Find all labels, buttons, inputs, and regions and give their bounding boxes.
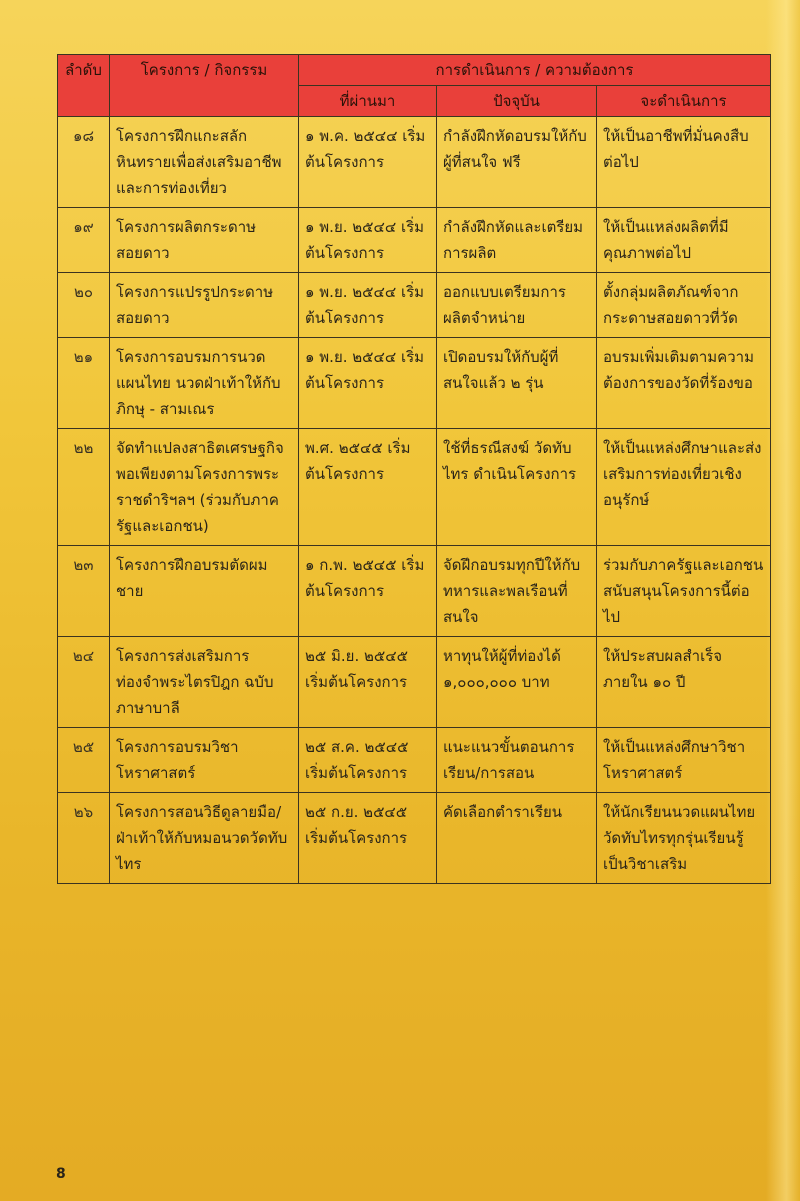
present-status: หาทุนให้ผู้ที่ท่องได้ ๑,๐๐๐,๐๐๐ บาท (437, 637, 597, 728)
past-status: พ.ศ. ๒๕๔๕ เริ่มต้นโครงการ (299, 429, 437, 546)
row-number: ๑๘ (58, 117, 110, 208)
page-number: 8 (56, 1166, 66, 1182)
row-number: ๒๖ (58, 793, 110, 884)
past-status: ๑ พ.ย. ๒๕๔๔ เริ่มต้นโครงการ (299, 273, 437, 338)
present-status: จัดฝึกอบรมทุกปีให้กับทหารและพลเรือนที่สนใจ (437, 546, 597, 637)
header-no: ลำดับ (58, 55, 110, 117)
table-row (58, 429, 771, 546)
project-name: โครงการอบรมวิชาโหราศาสตร์ (110, 728, 299, 793)
header-project: โครงการ / กิจกรรม (110, 55, 299, 117)
table-row (58, 728, 771, 793)
header-operations: การดำเนินการ / ความต้องการ (299, 55, 771, 86)
future-plan: ร่วมกับภาครัฐและเอกชนสนับสนุนโครงการนี้ต่อไป (597, 546, 771, 637)
page-spine-shade (766, 0, 800, 1201)
row-number: ๑๙ (58, 208, 110, 273)
project-name: โครงการฝึกแกะสลักหินทรายเพื่อส่งเสริมอาชีพและการท่องเที่ยว (110, 117, 299, 208)
header-future: จะดำเนินการ (597, 86, 771, 117)
table-row (58, 273, 771, 338)
future-plan: ให้เป็นแหล่งผลิตที่มีคุณภาพต่อไป (597, 208, 771, 273)
row-number: ๒๑ (58, 338, 110, 429)
past-status: ๑ พ.ค. ๒๕๔๔ เริ่มต้นโครงการ (299, 117, 437, 208)
project-name: โครงการแปรรูปกระดาษสอยดาว (110, 273, 299, 338)
past-status: ๑ พ.ย. ๒๕๔๔ เริ่มต้นโครงการ (299, 338, 437, 429)
future-plan: ให้เป็นอาชีพที่มั่นคงสืบต่อไป (597, 117, 771, 208)
project-name: โครงการส่งเสริมการท่องจำพระไตรปิฎก ฉบับภาษาบาลี (110, 637, 299, 728)
future-plan: ให้ประสบผลสำเร็จภายใน ๑๐ ปี (597, 637, 771, 728)
project-table (57, 54, 771, 884)
project-name: โครงการอบรมการนวดแผนไทย นวดฝ่าเท้าให้กับภิกษุ - สามเณร (110, 338, 299, 429)
row-number: ๒๓ (58, 546, 110, 637)
future-plan: อบรมเพิ่มเติมตามความต้องการของวัดที่ร้องขอ (597, 338, 771, 429)
past-status: ๒๕ มิ.ย. ๒๕๔๕ เริ่มต้นโครงการ (299, 637, 437, 728)
present-status: ใช้ที่ธรณีสงฆ์ วัดทับไทร ดำเนินโครงการ (437, 429, 597, 546)
table-row (58, 208, 771, 273)
present-status: แนะแนวขั้นตอนการเรียน/การสอน (437, 728, 597, 793)
future-plan: ให้เป็นแหล่งศึกษาและส่งเสริมการท่องเที่ยวเชิงอนุรักษ์ (597, 429, 771, 546)
table-row (58, 546, 771, 637)
present-status: กำลังฝึกหัดอบรมให้กับผู้ที่สนใจ ฟรี (437, 117, 597, 208)
past-status: ๑ พ.ย. ๒๕๔๔ เริ่มต้นโครงการ (299, 208, 437, 273)
row-number: ๒๒ (58, 429, 110, 546)
table-row (58, 338, 771, 429)
project-name: โครงการผลิตกระดาษสอยดาว (110, 208, 299, 273)
present-status: ออกแบบเตรียมการผลิตจำหน่าย (437, 273, 597, 338)
header-present: ปัจจุบัน (437, 86, 597, 117)
row-number: ๒๕ (58, 728, 110, 793)
project-name: จัดทำแปลงสาธิตเศรษฐกิจพอเพียงตามโครงการพระราชดำริฯลฯ (ร่วมกับภาครัฐและเอกชน) (110, 429, 299, 546)
header-past: ที่ผ่านมา (299, 86, 437, 117)
row-number: ๒๐ (58, 273, 110, 338)
future-plan: ให้เป็นแหล่งศึกษาวิชาโหราศาสตร์ (597, 728, 771, 793)
row-number: ๒๔ (58, 637, 110, 728)
table-row (58, 793, 771, 884)
past-status: ๑ ก.พ. ๒๕๔๕ เริ่มต้นโครงการ (299, 546, 437, 637)
present-status: กำลังฝึกหัดและเตรียมการผลิต (437, 208, 597, 273)
present-status: คัดเลือกตำราเรียน (437, 793, 597, 884)
future-plan: ให้นักเรียนนวดแผนไทยวัดทับไทรทุกรุ่นเรียนรู้เป็นวิชาเสริม (597, 793, 771, 884)
project-name: โครงการฝึกอบรมตัดผมชาย (110, 546, 299, 637)
table-row (58, 637, 771, 728)
present-status: เปิดอบรมให้กับผู้ที่สนใจแล้ว ๒ รุ่น (437, 338, 597, 429)
past-status: ๒๕ ก.ย. ๒๕๔๕ เริ่มต้นโครงการ (299, 793, 437, 884)
table-row (58, 117, 771, 208)
future-plan: ตั้งกลุ่มผลิตภัณฑ์จากกระดาษสอยดาวที่วัด (597, 273, 771, 338)
past-status: ๒๕ ส.ค. ๒๕๔๕ เริ่มต้นโครงการ (299, 728, 437, 793)
project-name: โครงการสอนวิธีดูลายมือ/ฝ่าเท้าให้กับหมอนวดวัดทับไทร (110, 793, 299, 884)
